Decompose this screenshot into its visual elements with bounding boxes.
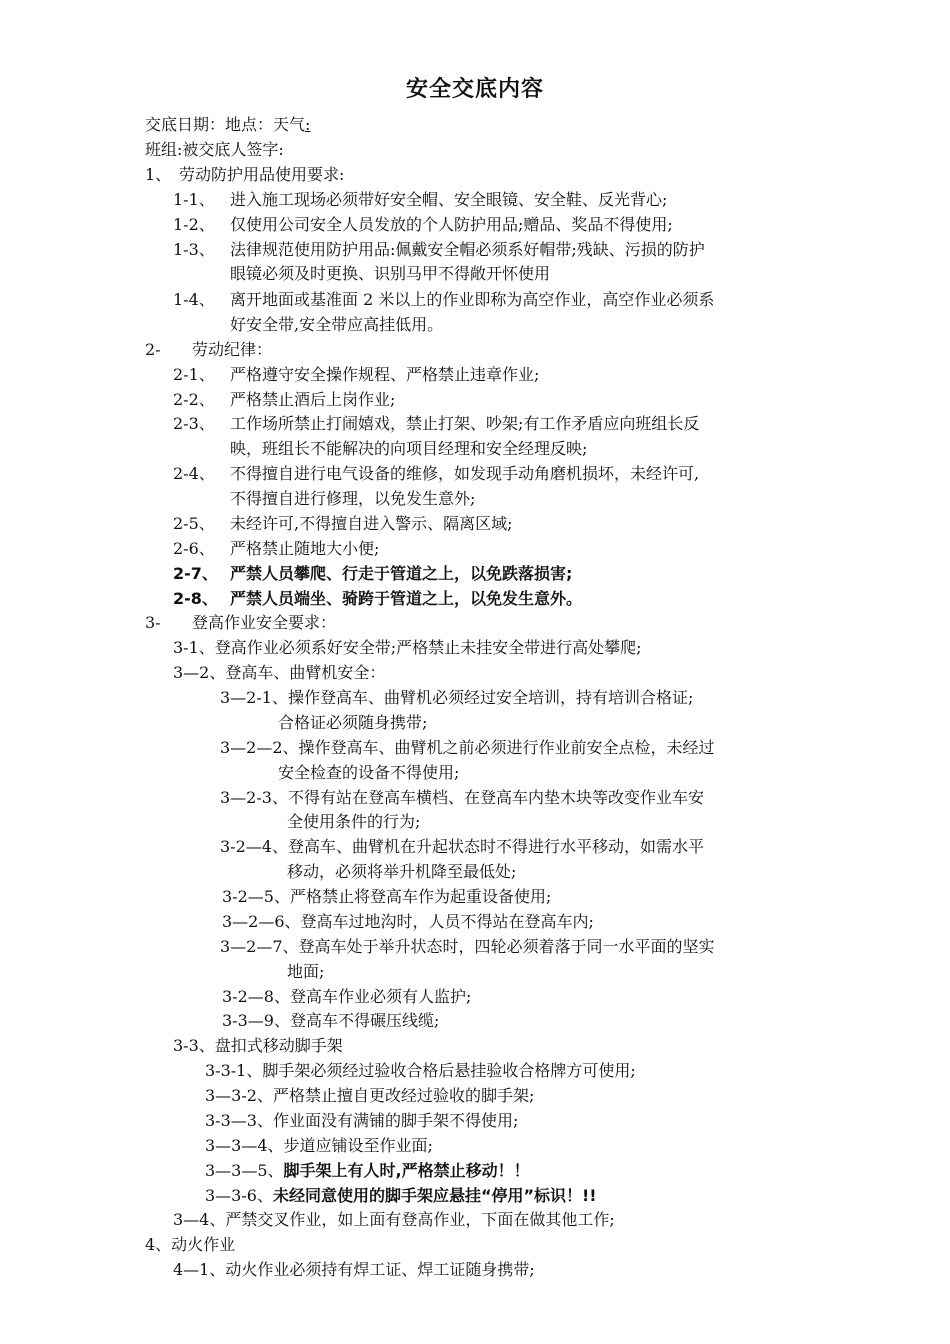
list-item: 3—3—5、脚手架上有人时,严格禁止移动！！ — [205, 1161, 530, 1180]
list-item: 3-3—3、作业面没有满铺的脚手架不得使用; — [205, 1111, 519, 1130]
list-item-continuation: 不得擅自进行修理，以免发生意外; — [230, 489, 476, 508]
list-item: 1-1、 进入施工现场必须带好安全帽、安全眼镜、安全鞋、反光背心; — [173, 190, 668, 209]
date-location-weather-line: 交底日期：地点：天气: — [145, 115, 311, 134]
list-item-continuation: 眼镜必须及时更换、识别马甲不得敞开怀使用 — [230, 264, 551, 283]
list-item: 2-4、 不得擅自进行电气设备的维修，如发现手动角磨机损坏，未经许可, — [173, 464, 700, 483]
list-item: 3-2—8、登高车作业必须有人监护; — [222, 987, 472, 1006]
list-item: 3—3-2、严格禁止擅自更改经过验收的脚手架; — [205, 1086, 535, 1105]
list-item: 1-2、 仅使用公司安全人员发放的个人防护用品;赠品、奖品不得使用; — [173, 215, 673, 234]
list-item-continuation: 地面; — [287, 962, 325, 981]
section-4-heading: 4、动火作业 — [145, 1235, 236, 1254]
list-item: 3-3-1、脚手架必须经过验收合格后悬挂验收合格牌方可使用; — [205, 1061, 636, 1080]
list-item: 3-2—4、登高车、曲臂机在升起状态时不得进行水平移动，如需水平 — [220, 837, 704, 856]
list-item-continuation: 好安全带,安全带应高挂低用。 — [230, 315, 444, 334]
list-item: 3—2-1、操作登高车、曲臂机必须经过安全培训，持有培训合格证; — [220, 688, 694, 707]
list-item-emphasis: 2-8、 严禁人员端坐、骑跨于管道之上，以免发生意外。 — [173, 589, 583, 608]
list-item-continuation: 安全检查的设备不得使用; — [278, 763, 460, 782]
list-item: 3—3—4、步道应铺设至作业面; — [205, 1136, 433, 1155]
list-item: 3-3—9、登高车不得碾压线缆; — [222, 1011, 440, 1030]
subsection-heading: 3—2、登高车、曲臂机安全： — [173, 663, 386, 682]
section-3-heading: 3- 登高作业安全要求： — [145, 613, 337, 632]
list-item: 2-2、 严格禁止酒后上岗作业; — [173, 390, 396, 409]
section-1-heading: 1、 劳动防护用品使用要求: — [145, 165, 345, 184]
list-item-emphasis: 2-7、 严禁人员攀爬、行走于管道之上，以免跌落损害; — [173, 564, 573, 583]
list-item: 3—2-3、不得有站在登高车横档、在登高车内垫木块等改变作业车安 — [220, 788, 704, 807]
list-item: 3-1、登高作业必须系好安全带;严格禁止未挂安全带进行高处攀爬; — [173, 638, 642, 657]
list-item: 2-5、 未经许可,不得擅自进入警示、隔离区域; — [173, 514, 513, 533]
list-item: 2-6、 严格禁止随地大小便; — [173, 539, 380, 558]
list-item-continuation: 合格证必须随身携带; — [278, 713, 428, 732]
list-item: 3—4、严禁交叉作业，如上面有登高作业，下面在做其他工作; — [173, 1210, 615, 1229]
list-item: 4—1、动火作业必须持有焊工证、焊工证随身携带; — [173, 1260, 535, 1279]
list-item: 1-4、 离开地面或基准面 2 米以上的作业即称为高空作业，高空作业必须系 — [173, 290, 715, 309]
list-item: 3-2—5、严格禁止将登高车作为起重设备使用; — [222, 887, 552, 906]
list-item: 1-3、 法律规范使用防护用品:佩戴安全帽必须系好帽带;残缺、污损的防护 — [173, 240, 705, 259]
list-item: 3—2—7、登高车处于举升状态时，四轮必须着落于同一水平面的坚实 — [220, 937, 715, 956]
list-item-continuation: 全使用条件的行为; — [287, 812, 421, 831]
list-item: 3—3-6、未经同意使用的脚手架应悬挂“停用”标识！!! — [205, 1186, 597, 1205]
subsection-heading: 3-3、盘扣式移动脚手架 — [173, 1036, 343, 1055]
team-signature-line: 班组:被交底人签字: — [145, 140, 284, 159]
list-item: 3—2—6、登高车过地沟时，人员不得站在登高车内; — [222, 912, 594, 931]
list-item-continuation: 映，班组长不能解决的向项目经理和安全经理反映; — [230, 439, 588, 458]
list-item: 2-1、 严格遵守安全操作规程、严格禁止违章作业; — [173, 365, 540, 384]
list-item: 3—2—2、操作登高车、曲臂机之前必须进行作业前安全点检，未经过 — [220, 738, 715, 757]
list-item-continuation: 移动，必须将举升机降至最低处; — [287, 862, 517, 881]
list-item: 2-3、 工作场所禁止打闹嬉戏，禁止打架、吵架;有工作矛盾应向班组长反 — [173, 414, 700, 433]
page-title: 安全交底内容 — [405, 77, 544, 102]
section-2-heading: 2- 劳动纪律： — [145, 340, 273, 359]
